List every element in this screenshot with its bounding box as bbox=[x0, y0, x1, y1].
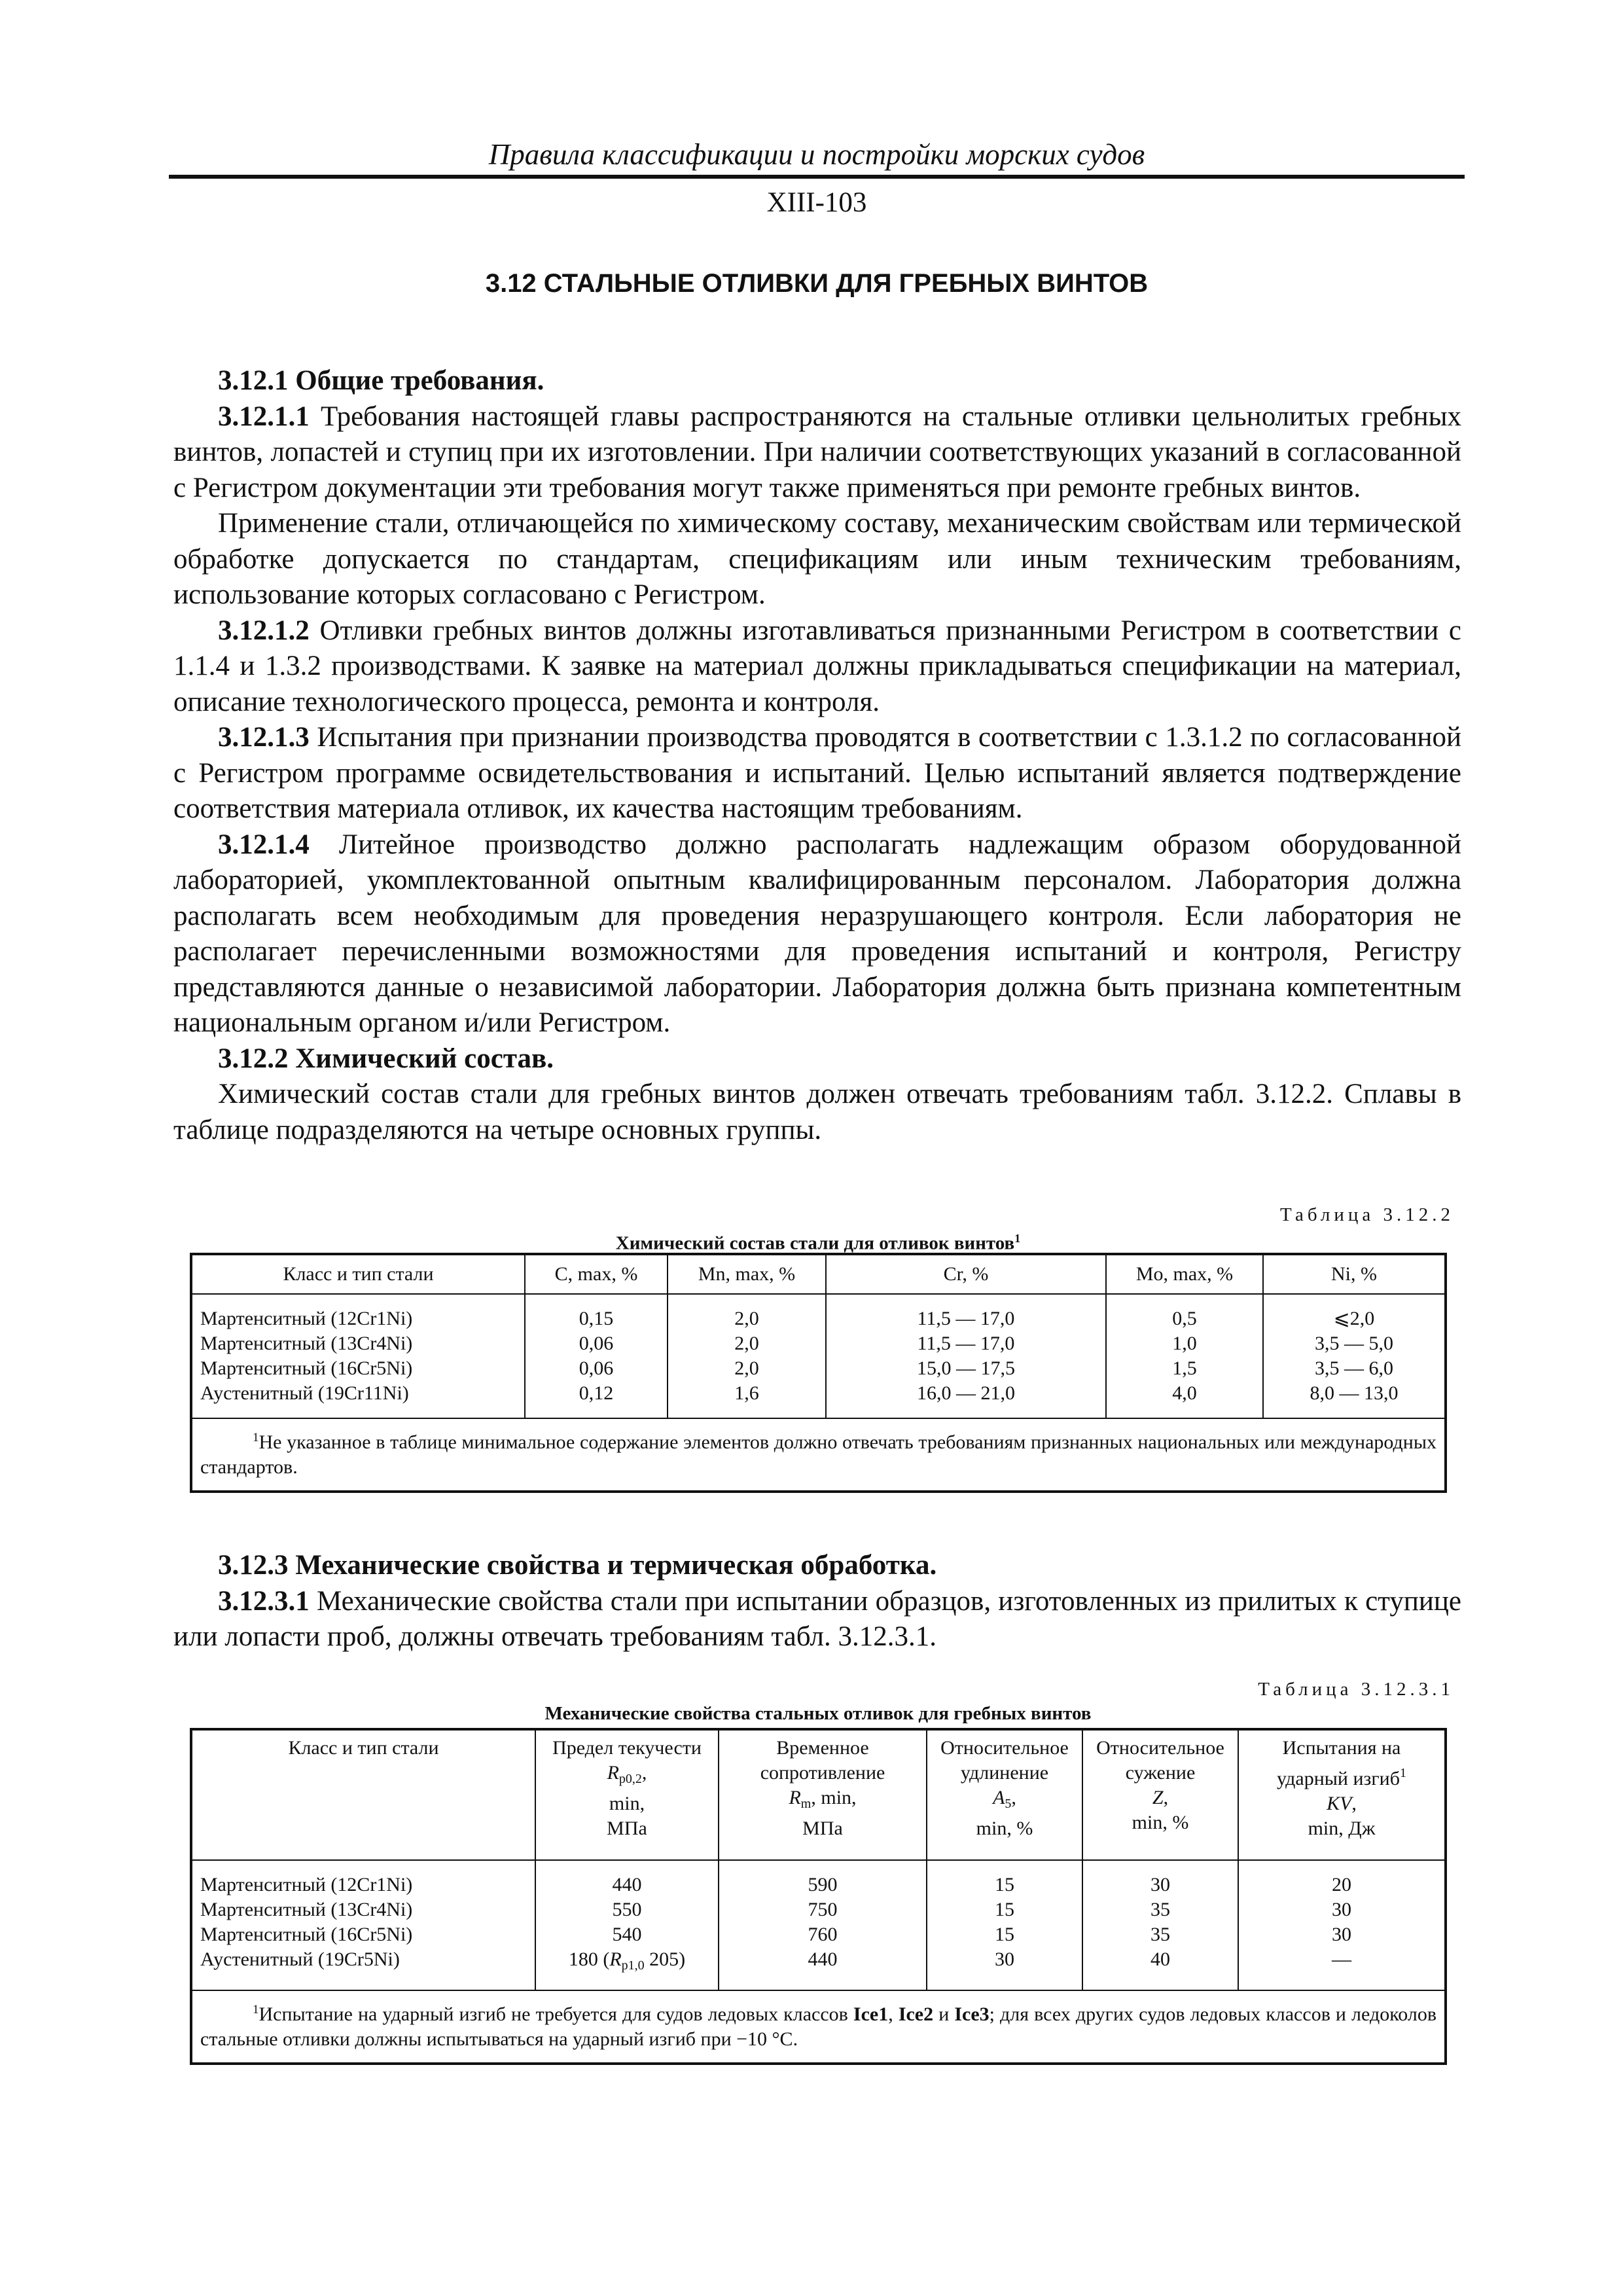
paragraph-text: Требования настоящей главы распространяются на стальные отливки цельнолитых гребных винтов, лопастей и ступиц при их изготовлении. При наличии соответствующих указаний в согласованной с Регистром документации эти требования могут также применяться при ремонте гребных винтов. bbox=[173, 401, 1461, 503]
cell-tensile: 590 bbox=[719, 1860, 927, 1897]
paragraph-3-12-1-2 bbox=[173, 613, 1461, 721]
cell-yield: 440 bbox=[535, 1860, 719, 1897]
header-text: сужение bbox=[1125, 1762, 1196, 1784]
footnote-mark: 1 bbox=[1399, 1766, 1406, 1780]
symbol: R bbox=[789, 1787, 801, 1808]
clause-number: 3.12.3.1 bbox=[218, 1585, 310, 1617]
header-text: , bbox=[1351, 1793, 1357, 1814]
cell-mn: 1,6 bbox=[668, 1381, 826, 1418]
cell-cr: 11,5 — 17,0 bbox=[826, 1331, 1106, 1356]
cell-elongation: 15 bbox=[927, 1897, 1082, 1922]
cell-class: Мартенситный (16Cr5Ni) bbox=[191, 1356, 525, 1381]
cell-cr: 15,0 — 17,5 bbox=[826, 1356, 1106, 1381]
header-text: , bbox=[1011, 1787, 1016, 1808]
cell-c: 0,12 bbox=[525, 1381, 668, 1418]
subscript: m bbox=[800, 1797, 812, 1811]
header-text: ударный изгиб bbox=[1277, 1768, 1400, 1789]
table-row bbox=[191, 1294, 1446, 1331]
table-row bbox=[191, 1897, 1446, 1922]
cell-elongation: 30 bbox=[927, 1947, 1082, 1990]
table-row bbox=[191, 1947, 1446, 1990]
cell-yield: 550 bbox=[535, 1897, 719, 1922]
header-class: Класс и тип стали bbox=[191, 1254, 525, 1294]
subsection-heading-3-12-3: 3.12.3 Механические свойства и термическая обработка. bbox=[218, 1550, 937, 1581]
cell-impact: 30 bbox=[1238, 1897, 1446, 1922]
header-text: удлинение bbox=[960, 1762, 1049, 1784]
header-impact-test bbox=[1238, 1729, 1446, 1860]
cell-reduction: 30 bbox=[1082, 1860, 1238, 1897]
table-row bbox=[191, 1381, 1446, 1418]
header-ni: Ni, % bbox=[1263, 1254, 1446, 1294]
table-label-3-12-2: Таблица 3.12.2 bbox=[1279, 1204, 1454, 1225]
cell-impact: 20 bbox=[1238, 1860, 1446, 1897]
cell-class: Мартенситный (13Cr4Ni) bbox=[191, 1331, 525, 1356]
header-text: сопротивление bbox=[760, 1762, 885, 1784]
header-unit: min, % bbox=[976, 1818, 1033, 1839]
table-label-3-12-3-1: Таблица 3.12.3.1 bbox=[1258, 1679, 1454, 1700]
clause-number: 3.12.1.1 bbox=[218, 401, 310, 432]
header-text: , min, bbox=[811, 1787, 857, 1808]
header-unit: МПа bbox=[802, 1818, 843, 1839]
subscript: 5 bbox=[1005, 1797, 1012, 1811]
header-unit: min, Дж bbox=[1308, 1818, 1376, 1839]
paragraph-text: Механические свойства стали при испытании образцов, изготовленных из прилитых к ступице или лопасти проб, должны отвечать требованиям табл. 3.12.3.1. bbox=[173, 1585, 1461, 1652]
subscript: p0,2 bbox=[618, 1772, 642, 1786]
cell-mo: 0,5 bbox=[1106, 1294, 1263, 1331]
table-row bbox=[191, 1860, 1446, 1897]
header-rule bbox=[169, 175, 1465, 179]
cell-class: Аустенитный (19Cr11Ni) bbox=[191, 1381, 525, 1418]
paragraph-chemical-composition: Химический состав стали для гребных винтов должен отвечать требованиям табл. 3.12.2. Сплавы в таблице подразделяются на четыре основных группы. bbox=[173, 1079, 1461, 1145]
separator: и bbox=[933, 2003, 955, 2025]
cell-cr: 11,5 — 17,0 bbox=[826, 1294, 1106, 1331]
separator: , bbox=[888, 2003, 899, 2025]
subsection-heading-3-12-1: 3.12.1 Общие требования. bbox=[218, 365, 544, 396]
header-yield-strength bbox=[535, 1729, 719, 1860]
footnote-mark: 1 bbox=[253, 2003, 259, 2017]
ice-class: Ice1 bbox=[853, 2003, 889, 2025]
clause-number: 3.12.1.3 bbox=[218, 722, 310, 753]
header-unit: МПа bbox=[607, 1818, 647, 1839]
header-text: , bbox=[641, 1762, 647, 1784]
header-text: Испытания на bbox=[1282, 1737, 1401, 1759]
cell-ni: 8,0 — 13,0 bbox=[1263, 1381, 1446, 1418]
paragraph-3-12-3-1 bbox=[173, 1584, 1461, 1655]
running-title: Правила классификации и постройки морских судов bbox=[488, 138, 1145, 171]
header-mn: Mn, max, % bbox=[668, 1254, 826, 1294]
paragraph-text: Отливки гребных винтов должны изготавливаться признанными Регистром в соответствии с 1.1.4 и 1.3.2 производствами. К заявке на материал должны прикладываться спецификации на материал, описание технологического процесса, ремонта и контроля. bbox=[173, 615, 1461, 717]
cell-class: Мартенситный (12Cr1Ni) bbox=[191, 1860, 535, 1897]
cell-reduction: 35 bbox=[1082, 1897, 1238, 1922]
header-text: min, bbox=[609, 1793, 645, 1814]
header-unit: min, % bbox=[1132, 1812, 1189, 1833]
header-class: Класс и тип стали bbox=[191, 1729, 535, 1860]
cell-elongation: 15 bbox=[927, 1922, 1082, 1947]
symbol: A bbox=[993, 1787, 1005, 1808]
footnote-text: ; для всех других судов ледовых классов и ледоколов стальные отливки должны испытываться на ударный изгиб при −10 °С. bbox=[200, 2003, 1437, 2050]
table-footnote-row bbox=[191, 1990, 1446, 2064]
cell-reduction: 40 bbox=[1082, 1947, 1238, 1990]
table-footnote bbox=[191, 1418, 1446, 1492]
footnote-mark: 1 bbox=[253, 1431, 259, 1444]
cell-cr: 16,0 — 21,0 bbox=[826, 1381, 1106, 1418]
yield-value: 180 bbox=[568, 1948, 598, 1970]
cell-mo: 1,0 bbox=[1106, 1331, 1263, 1356]
clause-number: 3.12.1.2 bbox=[218, 615, 310, 646]
symbol: R bbox=[607, 1762, 619, 1784]
header-text: Предел текучести bbox=[552, 1737, 702, 1759]
cell-c: 0,15 bbox=[525, 1294, 668, 1331]
yield-note: 205) bbox=[644, 1948, 686, 1970]
cell-class: Мартенситный (16Cr5Ni) bbox=[191, 1922, 535, 1947]
cell-elongation: 15 bbox=[927, 1860, 1082, 1897]
chemical-composition-table bbox=[190, 1253, 1447, 1493]
paragraph-3-12-1-3 bbox=[173, 720, 1461, 827]
footnote-text: Испытание на ударный изгиб не требуется для судов ледовых классов bbox=[259, 2003, 853, 2025]
ice-class: Ice3 bbox=[954, 2003, 990, 2025]
table-title-3-12-2 bbox=[190, 1227, 1446, 1255]
cell-tensile: 750 bbox=[719, 1897, 927, 1922]
cell-yield: 540 bbox=[535, 1922, 719, 1947]
ice-class: Ice2 bbox=[898, 2003, 934, 2025]
footnote-text: Не указанное в таблице минимальное содержание элементов должно отвечать требованиям признанных национальных или международных стандартов. bbox=[200, 1431, 1436, 1478]
symbol: KV bbox=[1327, 1793, 1352, 1814]
mechanical-properties-table bbox=[190, 1728, 1447, 2065]
page-number: XIII-103 bbox=[766, 187, 867, 218]
cell-mo: 4,0 bbox=[1106, 1381, 1263, 1418]
header-mo: Mo, max, % bbox=[1106, 1254, 1263, 1294]
symbol: Z bbox=[1152, 1787, 1164, 1808]
cell-yield bbox=[535, 1947, 719, 1990]
cell-class: Аустенитный (19Cr5Ni) bbox=[191, 1947, 535, 1990]
paragraph-steel-application: Применение стали, отличающейся по химическому составу, механическим свойствам или термической обработке допускается по стандартам, спецификациям или иным техническим требованиям, использование которых согласовано с Регистром. bbox=[173, 508, 1461, 610]
header-text: Временное bbox=[776, 1737, 869, 1759]
cell-mn: 2,0 bbox=[668, 1294, 826, 1331]
paragraph-3-12-1-4 bbox=[173, 827, 1461, 1041]
table-row bbox=[191, 1356, 1446, 1381]
table-footnote-row bbox=[191, 1418, 1446, 1492]
cell-impact: 30 bbox=[1238, 1922, 1446, 1947]
paragraph-3-12-1-1 bbox=[173, 399, 1461, 507]
symbol: R bbox=[609, 1948, 622, 1970]
header-c: C, max, % bbox=[525, 1254, 668, 1294]
cell-reduction: 35 bbox=[1082, 1922, 1238, 1947]
header-cr: Cr, % bbox=[826, 1254, 1106, 1294]
paragraph-text: Испытания при признании производства проводятся в соответствии с 1.3.1.2 по согласованной с Регистром программе освидетельствования и испытаний. Целью испытаний является подтверждение соответствия материала отливок, их качества настоящим требованиям. bbox=[173, 722, 1461, 824]
cell-c: 0,06 bbox=[525, 1356, 668, 1381]
cell-ni: 3,5 — 6,0 bbox=[1263, 1356, 1446, 1381]
cell-tensile: 440 bbox=[719, 1947, 927, 1990]
header-elongation bbox=[927, 1729, 1082, 1860]
body-text-upper bbox=[173, 363, 1461, 1148]
yield-note: ( bbox=[597, 1948, 610, 1970]
cell-ni: ⩽2,0 bbox=[1263, 1294, 1446, 1331]
cell-mn: 2,0 bbox=[668, 1331, 826, 1356]
table-row bbox=[191, 1331, 1446, 1356]
table-title-footnote-mark: 1 bbox=[1014, 1232, 1021, 1245]
subsection-heading-3-12-2: 3.12.2 Химический состав. bbox=[218, 1043, 554, 1074]
cell-mo: 1,5 bbox=[1106, 1356, 1263, 1381]
cell-impact: — bbox=[1238, 1947, 1446, 1990]
table-footnote bbox=[191, 1990, 1446, 2064]
header-reduction-of-area bbox=[1082, 1729, 1238, 1860]
table-header-row bbox=[191, 1729, 1446, 1860]
cell-mn: 2,0 bbox=[668, 1356, 826, 1381]
cell-tensile: 760 bbox=[719, 1922, 927, 1947]
paragraph-text: Литейное производство должно располагать надлежащим образом оборудованной лабораторией, укомплектованной опытным квалифицированным персоналом. Лаборатория должна располагать всем необходимым для проведения неразрушающего контроля. Если лаборатория не располагает перечисленными возможностями для проведения испытаний и контроля, Регистру представляются данные о независимой лаборатории. Лаборатория должна быть признана компетентным национальным органом и/или Регистром. bbox=[173, 829, 1461, 1038]
header-tensile-strength bbox=[719, 1729, 927, 1860]
table-header-row bbox=[191, 1254, 1446, 1294]
cell-ni: 3,5 — 5,0 bbox=[1263, 1331, 1446, 1356]
section-title: 3.12 СТАЛЬНЫЕ ОТЛИВКИ ДЛЯ ГРЕБНЫХ ВИНТОВ bbox=[485, 269, 1149, 298]
table-title-3-12-3-1: Механические свойства стальных отливок для гребных винтов bbox=[544, 1703, 1092, 1724]
header-text: , bbox=[1163, 1787, 1169, 1808]
cell-class: Мартенситный (12Cr1Ni) bbox=[191, 1294, 525, 1331]
subscript: p1,0 bbox=[621, 1958, 645, 1973]
table-title-text: Химический состав стали для отливок винтов bbox=[615, 1232, 1015, 1254]
header-text: Относительное bbox=[940, 1737, 1069, 1759]
body-text-lower bbox=[173, 1548, 1461, 1655]
clause-number: 3.12.1.4 bbox=[218, 829, 310, 860]
table-row bbox=[191, 1922, 1446, 1947]
cell-class: Мартенситный (13Cr4Ni) bbox=[191, 1897, 535, 1922]
cell-c: 0,06 bbox=[525, 1331, 668, 1356]
header-text: Относительное bbox=[1096, 1737, 1224, 1759]
